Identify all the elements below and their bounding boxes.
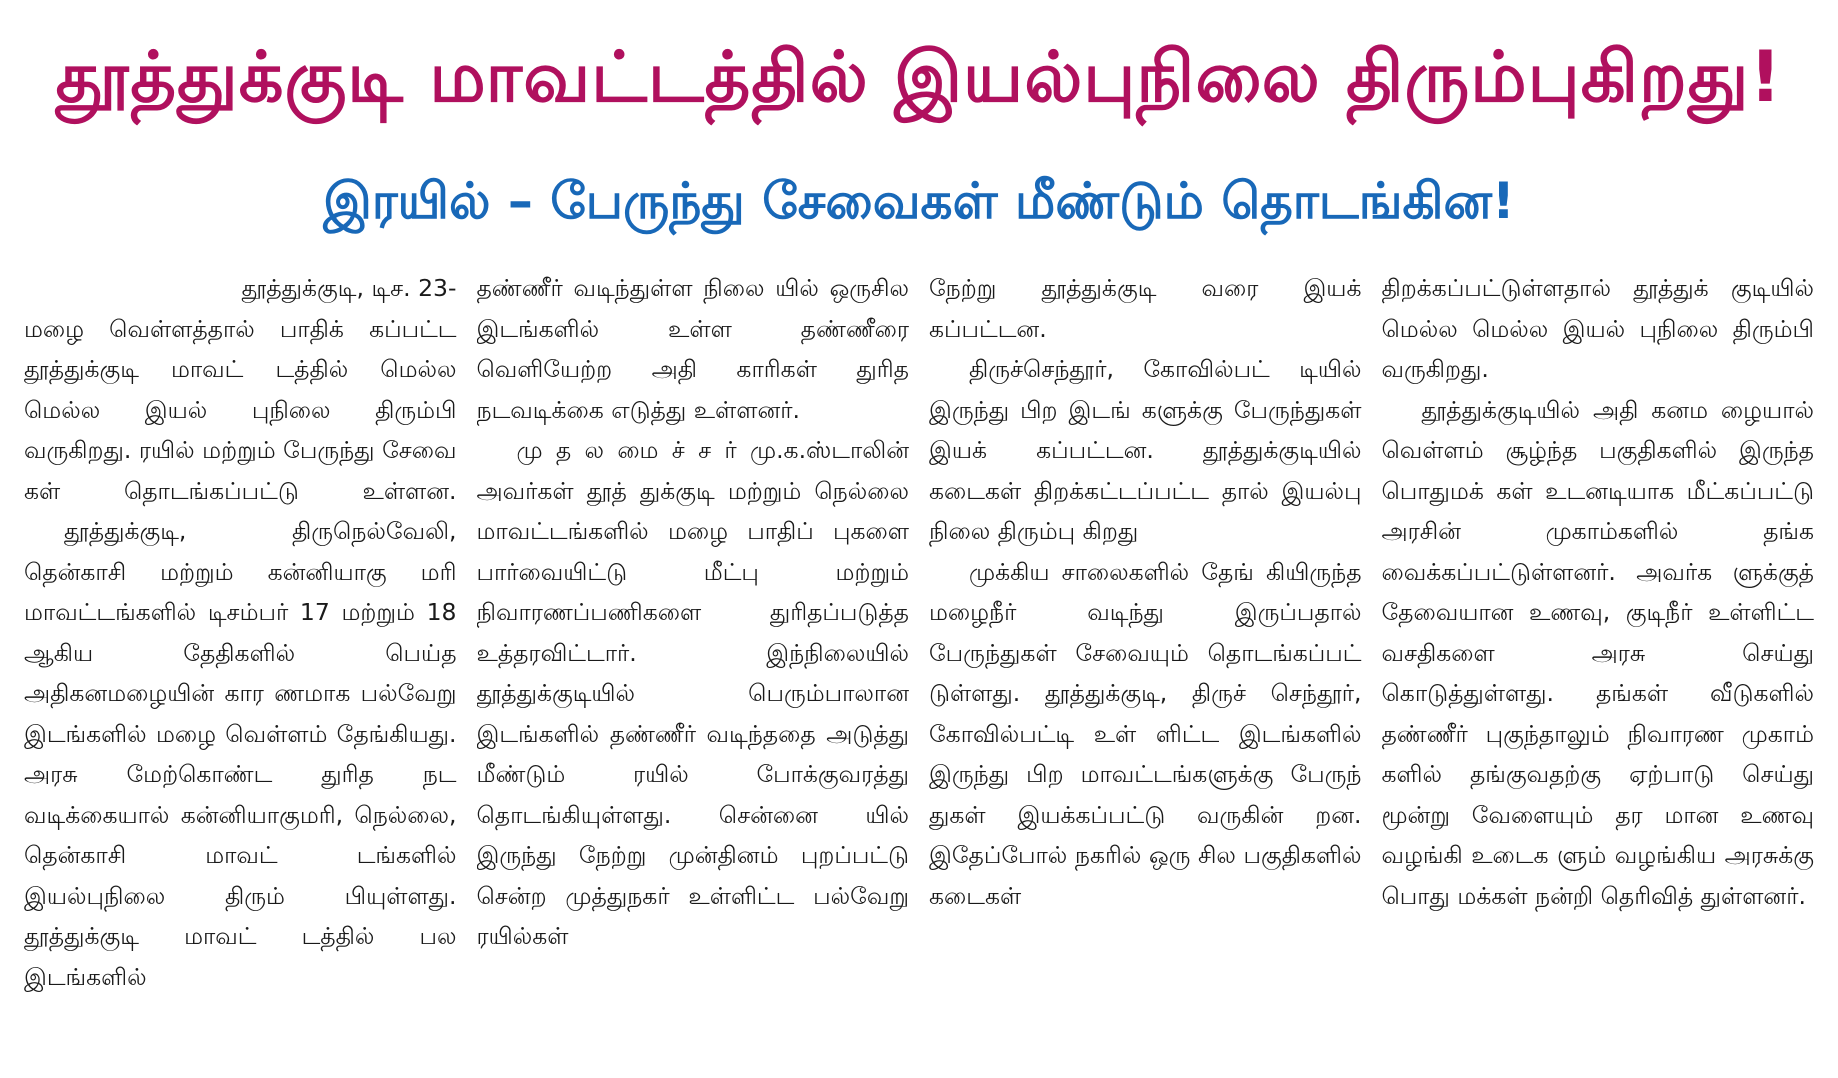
article-body: [10, 268, 1828, 1058]
paragraph: தூத்துக்குடி, திருநெல்வேலி, தென்காசி மற்றும் கன்னியாகு மரி மாவட்டங்களில் டிசம்பர் 17 மற்றும் 18 ஆகிய தேதிகளில் பெய்த அதிகனமழையின் கார ணமாக பல்வேறு இடங்களில் மழை வெள்ளம் தேங்கியது. அரசு மேற்கொண்ட துரித நட வடிக்கையால் கன்னியாகுமரி, நெல்லை, தென்காசி மாவட் டங்களில் இயல்புநிலை திரும் பியுள்ளது. தூத்துக்குடி மாவட் டத்தில் பல இடங்களில்: [24, 517, 457, 991]
column-1: [24, 268, 457, 1058]
subheadline: இரயில் – பேருந்து சேவைகள் மீண்டும் தொடங்கின!: [323, 172, 1515, 230]
paragraph: தூத்துக்குடியில் அதி கனம ழையால் வெள்ளம் சூழ்ந்த பகுதிகளில் இருந்த பொதுமக் கள் உடனடியாக மீட்கப்பட்டு அரசின் முகாம்களில் தங்க வைக்கப்பட்டுள்ளனர். அவர்க ளுக்குத் தேவையான உணவு, குடிநீர் உள்ளிட்ட வசதிகளை அரசு செய்து கொடுத்துள்ளது. தங்கள் வீடுகளில் தண்ணீர் புகுந்தாலும் நிவாரண முகாம் களில் தங்குவதற்கு ஏற்பாடு செய்து மூன்று வேளையும் தர மான உணவு வழங்கி உடைக ளும் வழங்கிய அரசுக்கு பொது மக்கள் நன்றி தெரிவித் துள்ளனர்.: [1381, 395, 1814, 910]
paragraph: திருச்செந்தூர், கோவில்பட் டியில் இருந்து பிற இடங் களுக்கு பேருந்துகள் இயக் கப்பட்டன. தூத்துக்குடியில் கடைகள் திறக்கட்டப்பட்ட தால் இயல்பு நிலை திரும்பு கிறது: [929, 355, 1362, 545]
headline: தூத்துக்குடி மாவட்டத்தில் இயல்புநிலை திரும்புகிறது!: [55, 36, 1783, 118]
paragraph: மு த ல மை ச் ச ர் மு.க.ஸ்டாலின் அவர்கள் தூத் துக்குடி மற்றும் நெல்லை மாவட்டங்களில் மழை பாதிப் புகளை பார்வையிட்டு மீட்பு மற்றும் நிவாரணப்பணிகளை துரிதப்படுத்த உத்தரவிட்டார். இந்நிலையில் தூத்துக்குடியில் பெரும்பாலான இடங்களில் தண்ணீர் வடிந்ததை அடுத்து மீண்டும் ரயில் போக்குவரத்து தொடங்கியுள்ளது. சென்னை யில் இருந்து நேற்று முன்தினம் புறப்பட்டு சென்ற முத்துநகர் உள்ளிட்ட பல்வேறு ரயில்கள்: [476, 436, 909, 950]
paragraph: நேற்று தூத்துக்குடி வரை இயக் கப்பட்டன.: [929, 274, 1362, 343]
paragraph: முக்கிய சாலைகளில் தேங் கியிருந்த மழைநீர் வடிந்து இருப்பதால் பேருந்துகள் சேவையும் தொடங்கப்பட் டுள்ளது. தூத்துக்குடி, திருச் செந்தூர், கோவில்பட்டி உள் ளிட்ட இடங்களில் இருந்து பிற மாவட்டங்களுக்கு பேருந் துகள் இயக்கப்பட்டு வருகின் றன. இதேப்போல் நகரில் ஒரு சில பகுதிகளில் கடைகள்: [929, 557, 1362, 910]
paragraph: திறக்கப்பட்டுள்ளதால் தூத்துக் குடியில் மெல்ல மெல்ல இயல் புநிலை திரும்பி வருகிறது.: [1381, 274, 1814, 383]
paragraph: மழை வெள்ளத்தால் பாதிக் கப்பட்ட தூத்துக்குடி மாவட் டத்தில் மெல்ல மெல்ல இயல் புநிலை திரும்பி வருகிறது. ரயில் மற்றும் பேருந்து சேவை கள் தொடங்கப்பட்டு உள்ளன.: [24, 314, 457, 505]
dateline: தூத்துக்குடி, டிச. 23-: [241, 274, 457, 302]
column-3: [929, 268, 1362, 1058]
column-2: [477, 268, 910, 1058]
column-4: [1382, 268, 1815, 1058]
paragraph: தண்ணீர் வடிந்துள்ள நிலை யில் ஒருசில இடங்களில் உள்ள தண்ணீரை வெளியேற்ற அதி காரிகள் துரித நடவடிக்கை எடுத்து உள்ளனர்.: [476, 274, 909, 424]
